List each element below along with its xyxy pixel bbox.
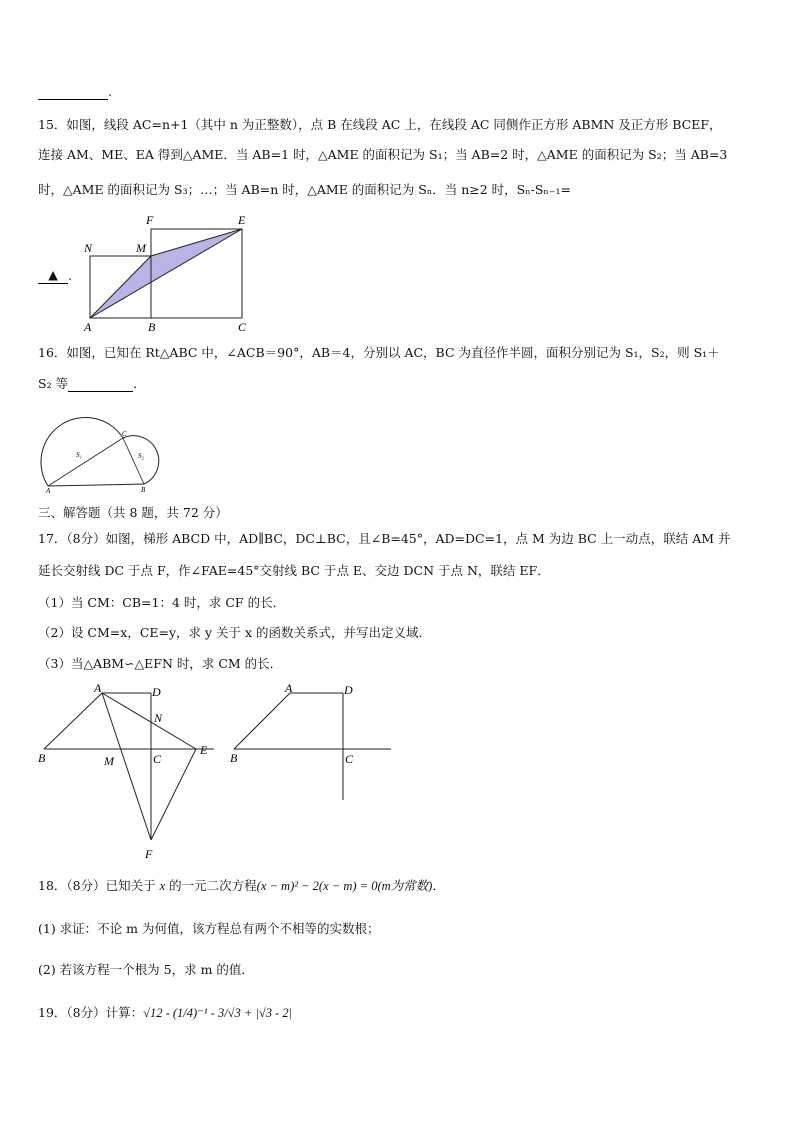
label-n: N	[154, 711, 163, 725]
label-m: M	[104, 754, 114, 768]
label-d: D	[344, 683, 353, 697]
q15-figure	[76, 210, 266, 335]
segment-ae	[102, 693, 196, 749]
segment-ac	[48, 438, 123, 486]
section-three-heading: 三、解答题（共 8 题，共 72 分）	[38, 505, 228, 520]
q17-part2: （2）设 CM=x，CE=y，求 y 关于 x 的函数关系式，并写出定义域．	[38, 625, 432, 640]
label-f: F	[146, 213, 154, 227]
segment-ab	[44, 693, 102, 749]
label-c: C	[153, 752, 162, 766]
label-c: C	[122, 430, 127, 438]
q18-part1: (1) 求证：不论 m 为何值，该方程总有两个不相等的实数根；	[38, 921, 380, 936]
q19-expression: √12 - (1/4)⁻¹ - 3/√3 + |√3 - 2|	[143, 1006, 293, 1020]
q16-line1: 16．如图，已知在 Rt△ABC 中，∠ACB＝90°，AB＝4，分别以 AC，BC 为直径作半圆，面积分别记为 S₁，S₂，则 S₁＋	[38, 345, 720, 360]
label-e: E	[238, 213, 246, 227]
label-a: A	[94, 681, 102, 695]
q17-part1: （1）当 CM：CB=1：4 时，求 CF 的长．	[38, 595, 286, 610]
q15-line3: 时，△AME 的面积记为 S₃；…；当 AB=n 时，△AME 的面积记为 Sₙ．当 n≥2 时，Sₙ-Sₙ₋₁=	[38, 182, 571, 197]
label-d: D	[152, 685, 161, 699]
label-b: B	[38, 751, 46, 765]
q16-line2: S₂ 等 ．	[38, 376, 146, 391]
q15-answer-blank: ▲ .	[38, 267, 72, 284]
q18-intro: 18．（8分）已知关于 x 的一元二次方程(x − m)² − 2(x − m) = 0(m为常数)．	[38, 878, 445, 893]
label-n: N	[84, 241, 93, 255]
q17-line1: 17．（8分）如图，梯形 ABCD 中，AD∥BC，DC⊥BC，且∠B=45°，AD=DC=1，点 M 为边 BC 上一动点，联结 AM 并	[38, 531, 731, 546]
answer-mark: ▲	[38, 267, 68, 284]
q16-figure	[40, 412, 175, 494]
label-c: C	[238, 320, 247, 334]
q19-line: 19．（8分）计算：√12 - (1/4)⁻¹ - 3/√3 + |√3 - 2|	[38, 1005, 293, 1020]
q15-line2: 连接 AM、ME、EA 得到△AME．当 AB=1 时，△AME 的面积记为 S₁；当 AB=2 时，△AME 的面积记为 S₂；当 AB=3	[38, 147, 728, 162]
label-b: B	[148, 320, 156, 334]
segment-ab	[48, 484, 144, 486]
q17-line2: 延长交射线 DC 于点 F，作∠FAE=45°交射线 BC 于点 E、交边 DCN 于点 N，联结 EF．	[38, 563, 550, 578]
semicircle-ac	[41, 417, 123, 486]
label-s1: S₁	[76, 451, 82, 459]
label-a: A	[46, 487, 51, 494]
label-f: F	[145, 847, 153, 861]
segment-ab	[234, 693, 290, 749]
label-c: C	[345, 752, 354, 766]
q17-figure-1	[36, 680, 226, 865]
label-b: B	[230, 751, 238, 765]
q17-figure-2	[226, 680, 396, 805]
q18-part2: (2) 若该方程一个根为 5，求 m 的值．	[38, 962, 254, 977]
segment-bc	[123, 438, 144, 484]
triangle-ame	[90, 229, 242, 318]
label-e: E	[200, 743, 208, 757]
previous-answer-blank: .	[38, 84, 112, 100]
q18-equation: (x − m)² − 2(x − m) = 0(m为常数)	[256, 879, 433, 893]
q15-line1: 15．如图，线段 AC=n+1（其中 n 为正整数），点 B 在线段 AC 上，在线段 AC 同侧作正方形 ABMN 及正方形 BCEF，	[38, 117, 722, 132]
label-a: A	[84, 320, 92, 334]
label-s2: S₂	[138, 452, 144, 460]
label-b: B	[141, 486, 146, 494]
q17-part3: （3）当△ABM∽△EFN 时，求 CM 的长．	[38, 656, 283, 671]
label-m: M	[136, 241, 146, 255]
label-a: A	[285, 681, 293, 695]
